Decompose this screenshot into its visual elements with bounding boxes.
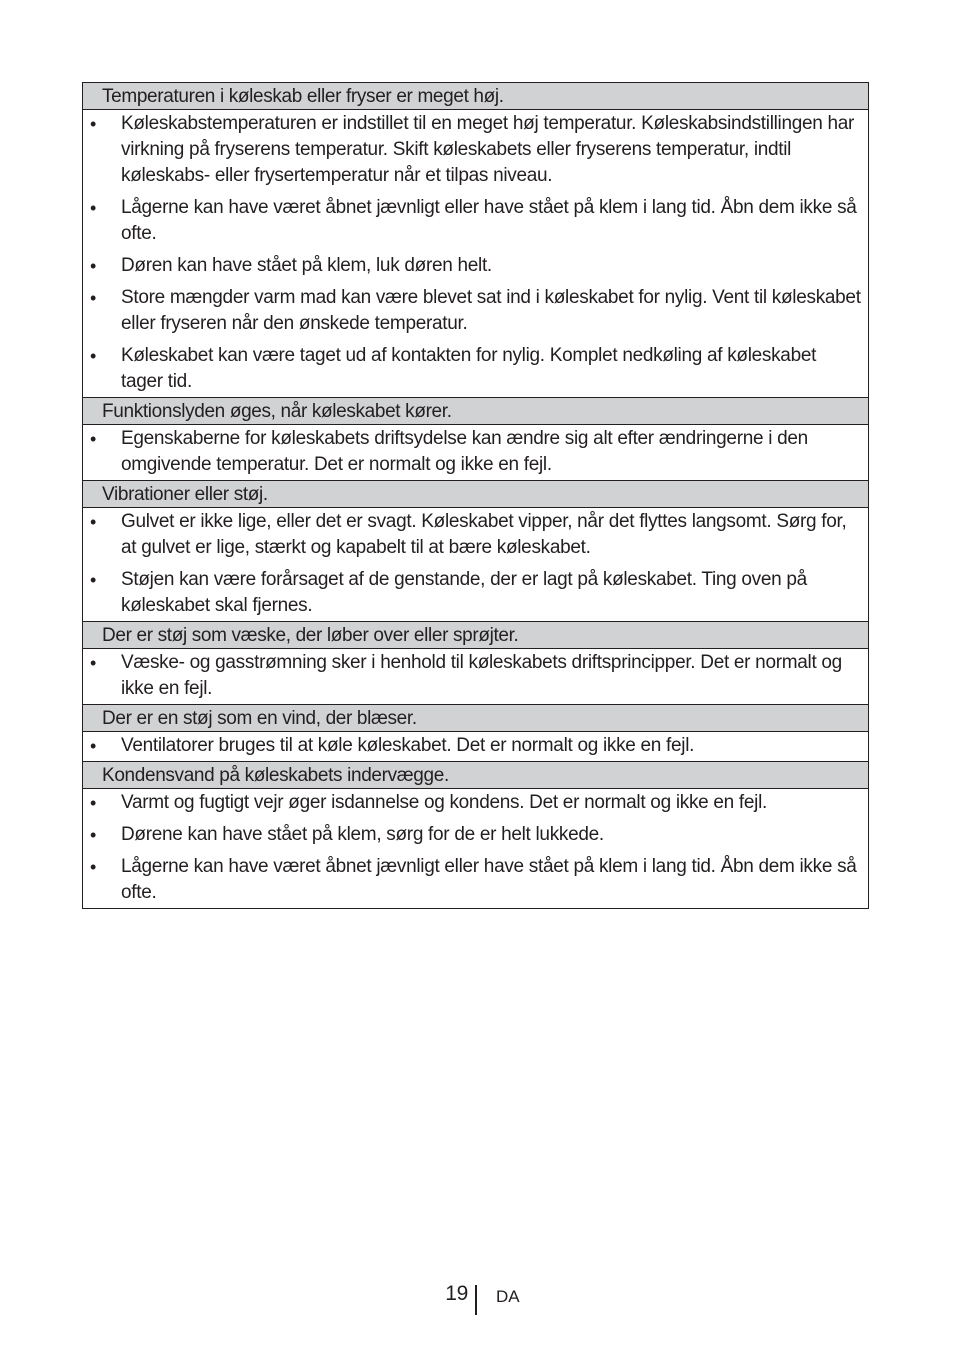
section-body	[83, 732, 868, 762]
bullet-icon: •	[90, 256, 97, 276]
item-text: Lågerne kan have været åbnet jævnligt eller have stået på klem i lang tid. Åbn dem ikke så ofte.	[121, 856, 857, 903]
bullet-icon: •	[90, 736, 97, 756]
page-number: 19	[445, 1282, 468, 1305]
item-text: Køleskabet kan være taget ud af kontakten for nylig. Komplet nedkøling af køleskabet tager tid.	[121, 345, 817, 392]
section-liquid-noise	[83, 622, 868, 705]
item-text: Væske- og gasstrømning sker i henhold til køleskabets driftsprincipper. Det er normalt og ikke en fejl.	[121, 652, 842, 699]
troubleshooting-table	[82, 82, 869, 909]
list-item	[83, 854, 862, 906]
list-item	[83, 111, 862, 189]
bullet-icon: •	[90, 346, 97, 366]
list-item	[83, 343, 862, 395]
language-code: DA	[496, 1287, 520, 1306]
section-title: Funktionslyden øges, når køleskabet kører.	[83, 398, 868, 425]
section-title: Der er en støj som en vind, der blæser.	[83, 705, 868, 732]
page-footer	[0, 1281, 954, 1315]
item-text: Gulvet er ikke lige, eller det er svagt. Køleskabet vipper, når det flyttes langsomt. Sørg for, at gulvet er lige, stærkt og kapabelt til at bære køleskabet.	[121, 511, 847, 558]
section-body	[83, 789, 868, 908]
list-item	[83, 195, 862, 247]
list-item	[83, 790, 862, 816]
section-title: Vibrationer eller støj.	[83, 481, 868, 508]
list-item	[83, 253, 862, 279]
item-text: Egenskaberne for køleskabets driftsydelse kan ændre sig alt efter ændringerne i den omgivende temperatur. Det er normalt og ikke en fejl.	[121, 428, 808, 475]
footer-divider	[475, 1285, 477, 1315]
item-text: Ventilatorer bruges til at køle køleskabet. Det er normalt og ikke en fejl.	[121, 735, 695, 756]
list-item	[83, 822, 862, 848]
bullet-icon: •	[90, 429, 97, 449]
list-item	[83, 509, 862, 561]
section-high-temperature	[83, 83, 868, 398]
list-item	[83, 285, 862, 337]
section-title: Kondensvand på køleskabets indervægge.	[83, 762, 868, 789]
bullet-icon: •	[90, 114, 97, 134]
section-wind-noise	[83, 705, 868, 762]
item-text: Køleskabstemperaturen er indstillet til en meget høj temperatur. Køleskabsindstillingen har virkning på fryserens temperatur. Skift køleskabets eller fryserens temperatur, indtil køleskabs- eller frysertemperatur når et tilpas niveau.	[121, 113, 855, 186]
bullet-icon: •	[90, 570, 97, 590]
section-body	[83, 649, 868, 705]
section-body	[83, 425, 868, 481]
item-text: Store mængder varm mad kan være blevet sat ind i køleskabet for nylig. Vent til køleskabet eller fryseren når den ønskede temperatur.	[121, 287, 861, 334]
section-title: Der er støj som væske, der løber over eller sprøjter.	[83, 622, 868, 649]
section-body	[83, 110, 868, 398]
bullet-icon: •	[90, 793, 97, 813]
bullet-icon: •	[90, 857, 97, 877]
section-body	[83, 508, 868, 622]
list-item	[83, 650, 862, 702]
section-operating-noise	[83, 398, 868, 481]
list-item	[83, 426, 862, 478]
item-text: Lågerne kan have været åbnet jævnligt eller have stået på klem i lang tid. Åbn dem ikke så ofte.	[121, 197, 857, 244]
section-title: Temperaturen i køleskab eller fryser er meget høj.	[83, 83, 868, 110]
bullet-icon: •	[90, 653, 97, 673]
bullet-icon: •	[90, 198, 97, 218]
list-item	[83, 567, 862, 619]
bullet-icon: •	[90, 512, 97, 532]
item-text: Støjen kan være forårsaget af de genstande, der er lagt på køleskabet. Ting oven på køleskabet skal fjernes.	[121, 569, 807, 616]
list-item	[83, 733, 862, 759]
bullet-icon: •	[90, 825, 97, 845]
section-condensation	[83, 762, 868, 908]
item-text: Døren kan have stået på klem, luk døren helt.	[121, 255, 492, 276]
bullet-icon: •	[90, 288, 97, 308]
item-text: Varmt og fugtigt vejr øger isdannelse og kondens. Det er normalt og ikke en fejl.	[121, 792, 767, 813]
item-text: Dørene kan have stået på klem, sørg for de er helt lukkede.	[121, 824, 604, 845]
section-vibration-noise	[83, 481, 868, 622]
